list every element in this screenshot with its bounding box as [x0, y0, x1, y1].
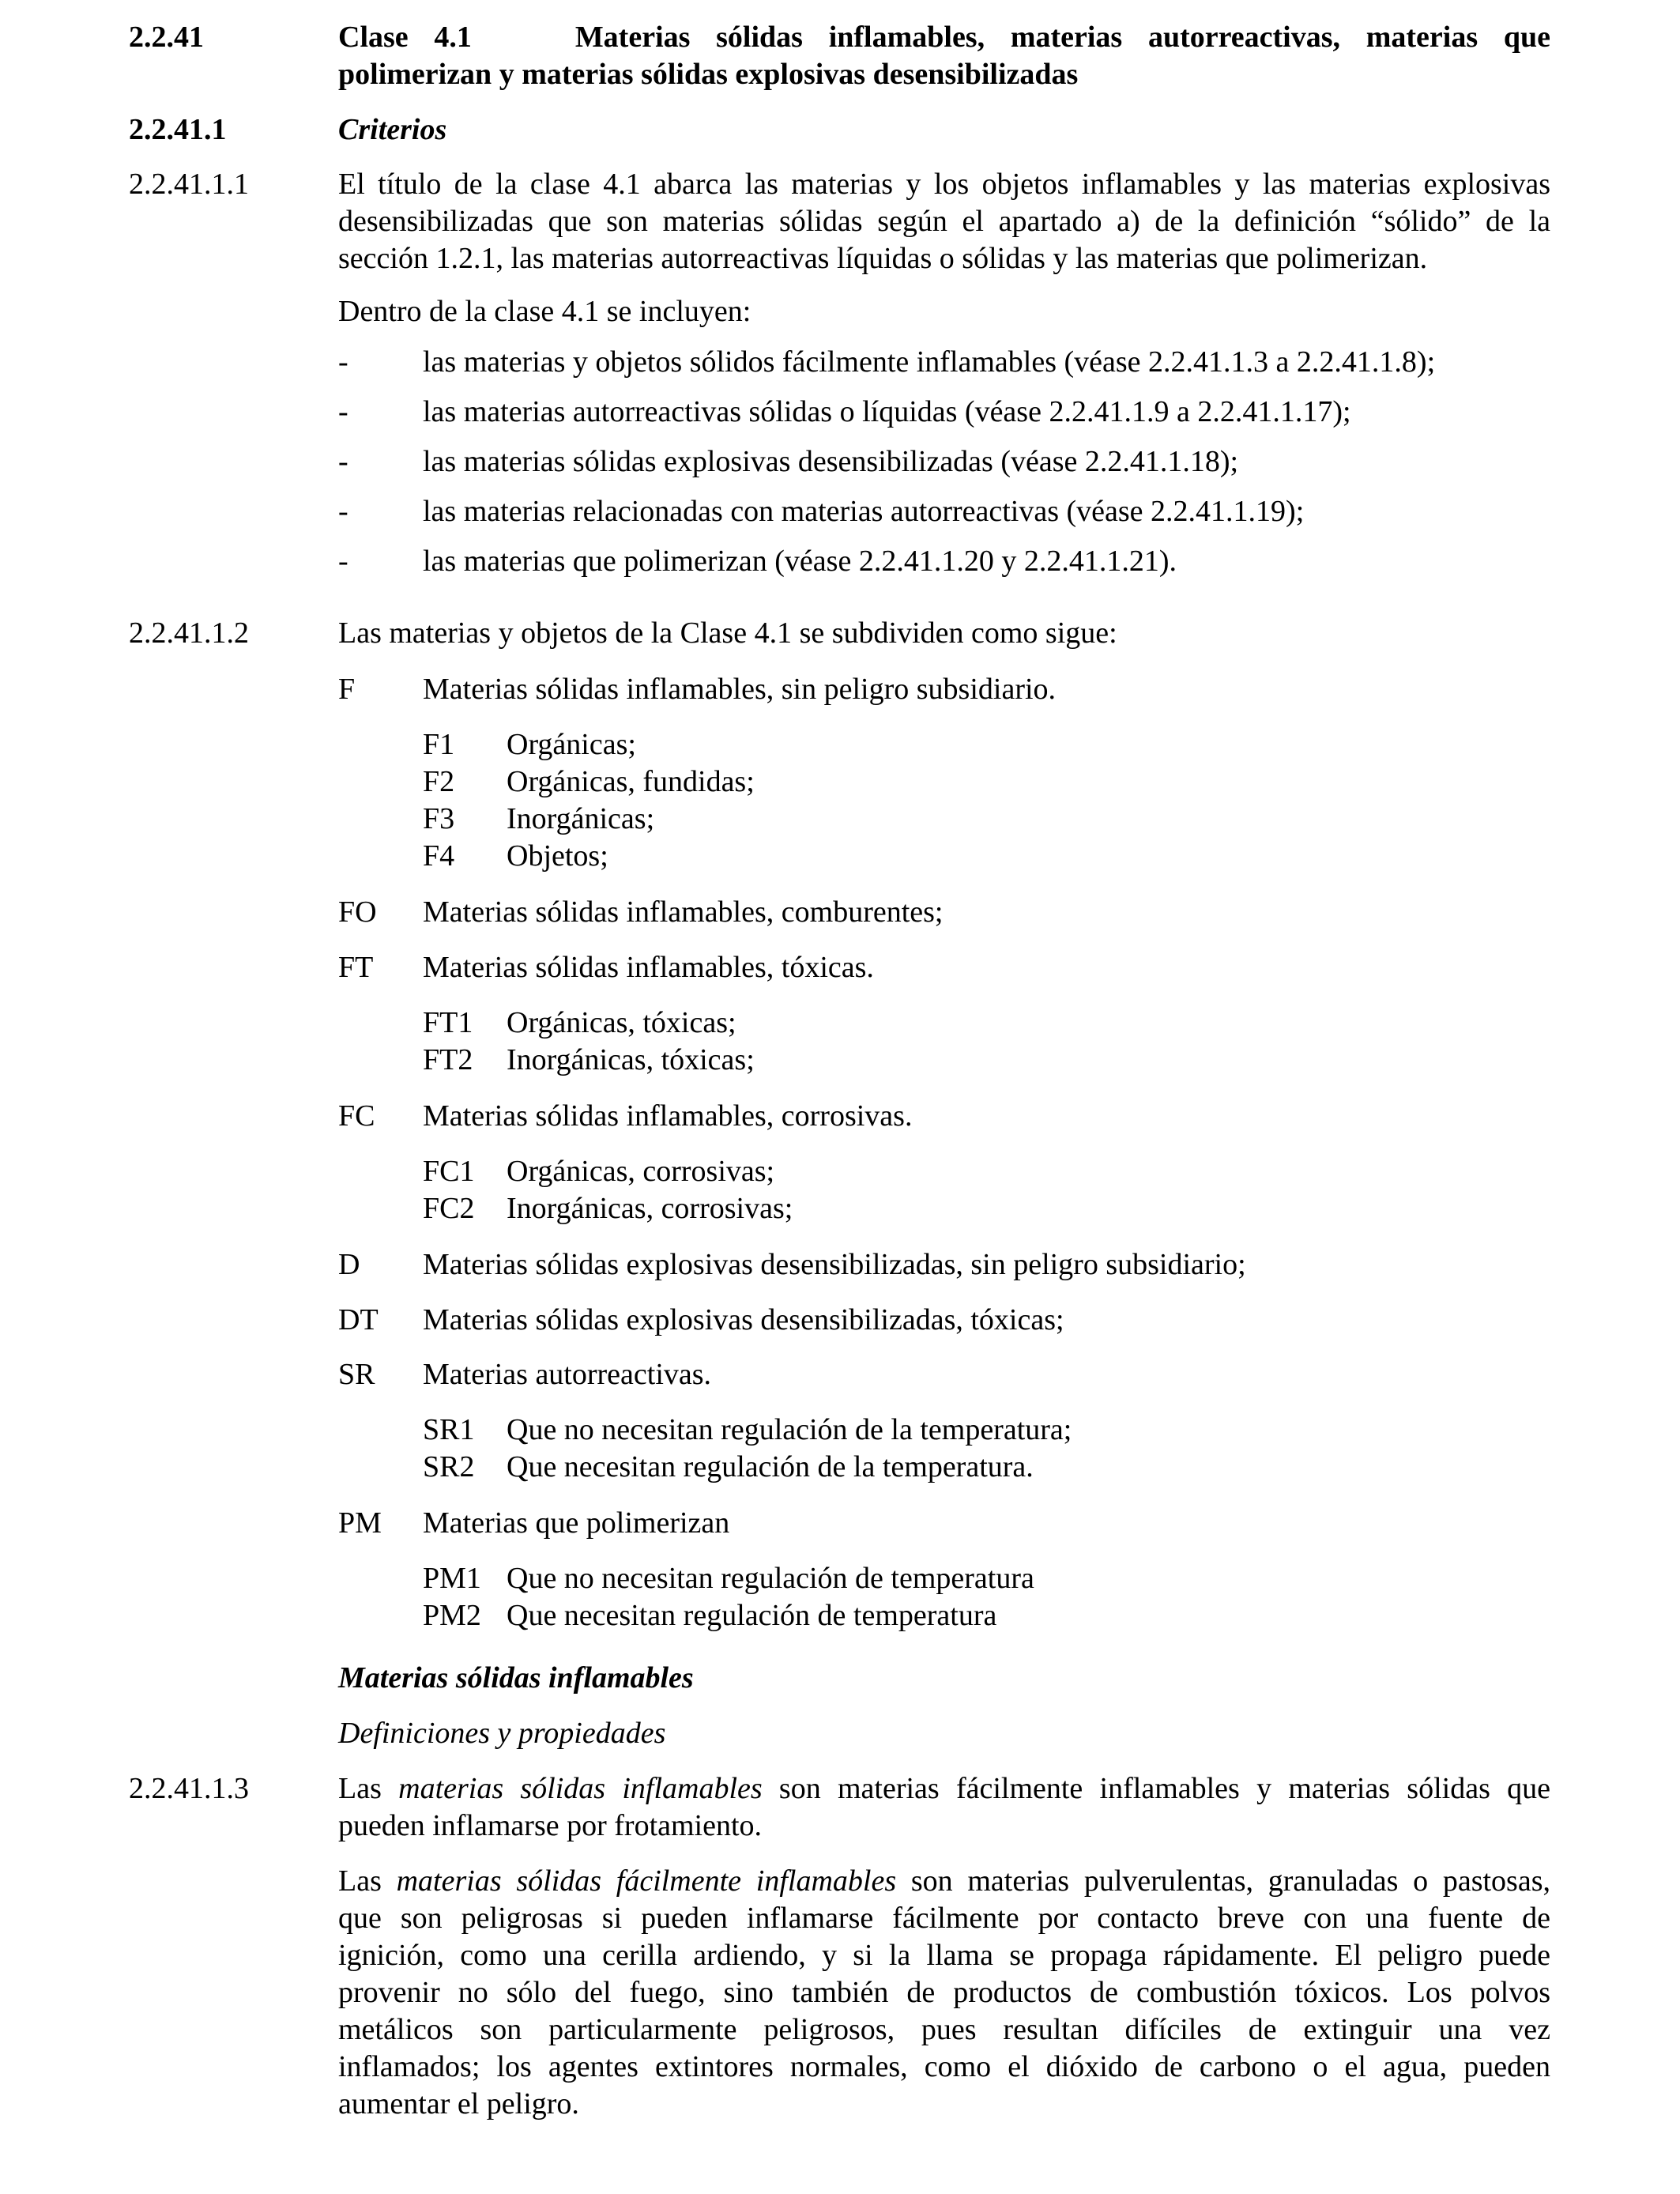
subclass-text: Que no necesitan regulación de la temperatura;: [507, 1413, 1072, 1446]
subsection-subheading: Definiciones y propiedades: [338, 1717, 666, 1750]
p3-b-post: son materias pulverulentas, granuladas o pastosas,: [896, 1864, 1550, 1898]
p3-b-line-4: provenir no sólo del fuego, sino también de productos de combustión tóxicos. Los polvos: [338, 1976, 1550, 2009]
subclass-text: Inorgánicas, tóxicas;: [507, 1043, 755, 1076]
subclass-code: SR1: [423, 1413, 475, 1446]
subclass-text: Inorgánicas, corrosivas;: [507, 1192, 793, 1225]
p1-line-2: desensibilizadas que son materias sólidas según el apartado a) de la definición “sólido” de la: [338, 205, 1550, 238]
class-text-f: Materias sólidas inflamables, sin peligro subsidiario.: [423, 673, 1057, 706]
subclass-code: FT1: [423, 1006, 473, 1039]
p1-number: 2.2.41.1.1: [129, 168, 249, 201]
class-text-fo: Materias sólidas inflamables, comburentes;: [423, 895, 944, 929]
p3-b-line-1: [338, 1863, 1550, 1900]
list-item: las materias que polimerizan (véase 2.2.41.1.20 y 2.2.41.1.21).: [423, 545, 1177, 578]
section-heading: [0, 19, 1680, 98]
p3-a-pre: Las: [338, 1772, 399, 1805]
subclass-code: PM1: [423, 1562, 481, 1595]
p3-b-pre: Las: [338, 1864, 397, 1898]
p3-a-post: son materias fácilmente inflamables y materias sólidas que: [762, 1772, 1550, 1805]
class-text-pm: Materias que polimerizan: [423, 1506, 730, 1540]
list-bullet: -: [338, 445, 348, 478]
subclass-code: F1: [423, 728, 455, 761]
class-text-fc: Materias sólidas inflamables, corrosivas.: [423, 1099, 913, 1133]
subclass-code: F4: [423, 839, 455, 873]
p2-number: 2.2.41.1.2: [129, 616, 249, 650]
class-code-sr: SR: [338, 1358, 375, 1391]
p3-b-line-5: metálicos son particularmente peligrosos, pues resultan difíciles de extinguir una vez: [338, 2013, 1550, 2046]
subclass-text: Que necesitan regulación de la temperatura.: [507, 1450, 1034, 1483]
subclass-code: FC1: [423, 1155, 475, 1188]
p1-intro: Dentro de la clase 4.1 se incluyen:: [338, 295, 751, 328]
p3-b-line-6: inflamados; los agentes extintores normales, como el dióxido de carbono o el agua, pueden: [338, 2050, 1550, 2083]
list-bullet: -: [338, 495, 348, 528]
subclass-code: PM2: [423, 1599, 481, 1632]
criterios-title: Criterios: [338, 113, 447, 146]
p3-a-term: materias sólidas inflamables: [398, 1772, 763, 1805]
class-code-pm: PM: [338, 1506, 382, 1540]
p3-b-line-7: aumentar el peligro.: [338, 2087, 579, 2120]
p3-b-term: materias sólidas fácilmente inflamables: [396, 1864, 897, 1898]
criterios-number: 2.2.41.1: [129, 113, 227, 146]
class-code-fc: FC: [338, 1099, 375, 1133]
section-title-rest: Materias sólidas inflamables, materias autorreactivas, materias que: [574, 21, 1550, 54]
p3-number: 2.2.41.1.3: [129, 1772, 249, 1805]
subclass-text: Orgánicas, tóxicas;: [507, 1006, 736, 1039]
p3-a-line-1: [338, 1770, 1550, 1808]
class-text-ft: Materias sólidas inflamables, tóxicas.: [423, 951, 874, 984]
p1-line-1: El título de la clase 4.1 abarca las materias y los objetos inflamables y las materias explosivas: [338, 168, 1550, 201]
p2-intro: Las materias y objetos de la Clase 4.1 se subdividen como sigue:: [338, 616, 1117, 650]
subclass-code: F3: [423, 802, 455, 835]
class-code-fo: FO: [338, 895, 377, 929]
list-item: las materias y objetos sólidos fácilmente inflamables (véase 2.2.41.1.3 a 2.2.41.1.8);: [423, 345, 1436, 379]
p3-a-line-2: pueden inflamarse por frotamiento.: [338, 1809, 763, 1842]
section-title-line-1: [338, 19, 1550, 56]
subclass-text: Orgánicas, corrosivas;: [507, 1155, 775, 1188]
class-text-sr: Materias autorreactivas.: [423, 1358, 712, 1391]
p3-b-line-3: ignición, como una cerilla ardiendo, y si la llama se propaga rápidamente. El peligro puede: [338, 1939, 1550, 1972]
subclass-text: Inorgánicas;: [507, 802, 655, 835]
section-title-line-2: polimerizan y materias sólidas explosivas desensibilizadas: [338, 58, 1079, 91]
list-item: las materias autorreactivas sólidas o líquidas (véase 2.2.41.1.9 a 2.2.41.1.17);: [423, 395, 1351, 428]
list-bullet: -: [338, 345, 348, 379]
subclass-text: Objetos;: [507, 839, 608, 873]
class-code-ft: FT: [338, 951, 374, 984]
p1-line-3: sección 1.2.1, las materias autorreactivas líquidas o sólidas y las materias que polimerizan.: [338, 242, 1428, 275]
class-code-f: F: [338, 673, 356, 706]
subclass-code: F2: [423, 765, 455, 798]
section-number: 2.2.41: [129, 21, 204, 54]
class-code-dt: DT: [338, 1303, 379, 1336]
list-item: las materias sólidas explosivas desensibilizadas (véase 2.2.41.1.18);: [423, 445, 1239, 478]
subclass-text: Que necesitan regulación de temperatura: [507, 1599, 997, 1632]
subclass-text: Orgánicas, fundidas;: [507, 765, 755, 798]
list-bullet: -: [338, 395, 348, 428]
class-text-dt: Materias sólidas explosivas desensibilizadas, tóxicas;: [423, 1303, 1064, 1336]
p3-b-line-2: que son peligrosas si pueden inflamarse fácilmente por contacto breve con una fuente de: [338, 1902, 1550, 1935]
subclass-code: FT2: [423, 1043, 473, 1076]
list-item: las materias relacionadas con materias autorreactivas (véase 2.2.41.1.19);: [423, 495, 1305, 528]
section-title-lead: Clase 4.1: [338, 21, 472, 54]
list-bullet: -: [338, 545, 348, 578]
subclass-text: Que no necesitan regulación de temperatura: [507, 1562, 1034, 1595]
subclass-text: Orgánicas;: [507, 728, 636, 761]
subclass-code: FC2: [423, 1192, 475, 1225]
class-code-d: D: [338, 1248, 360, 1281]
class-text-d: Materias sólidas explosivas desensibilizadas, sin peligro subsidiario;: [423, 1248, 1246, 1281]
subsection-heading: Materias sólidas inflamables: [338, 1661, 694, 1695]
subclass-code: SR2: [423, 1450, 475, 1483]
